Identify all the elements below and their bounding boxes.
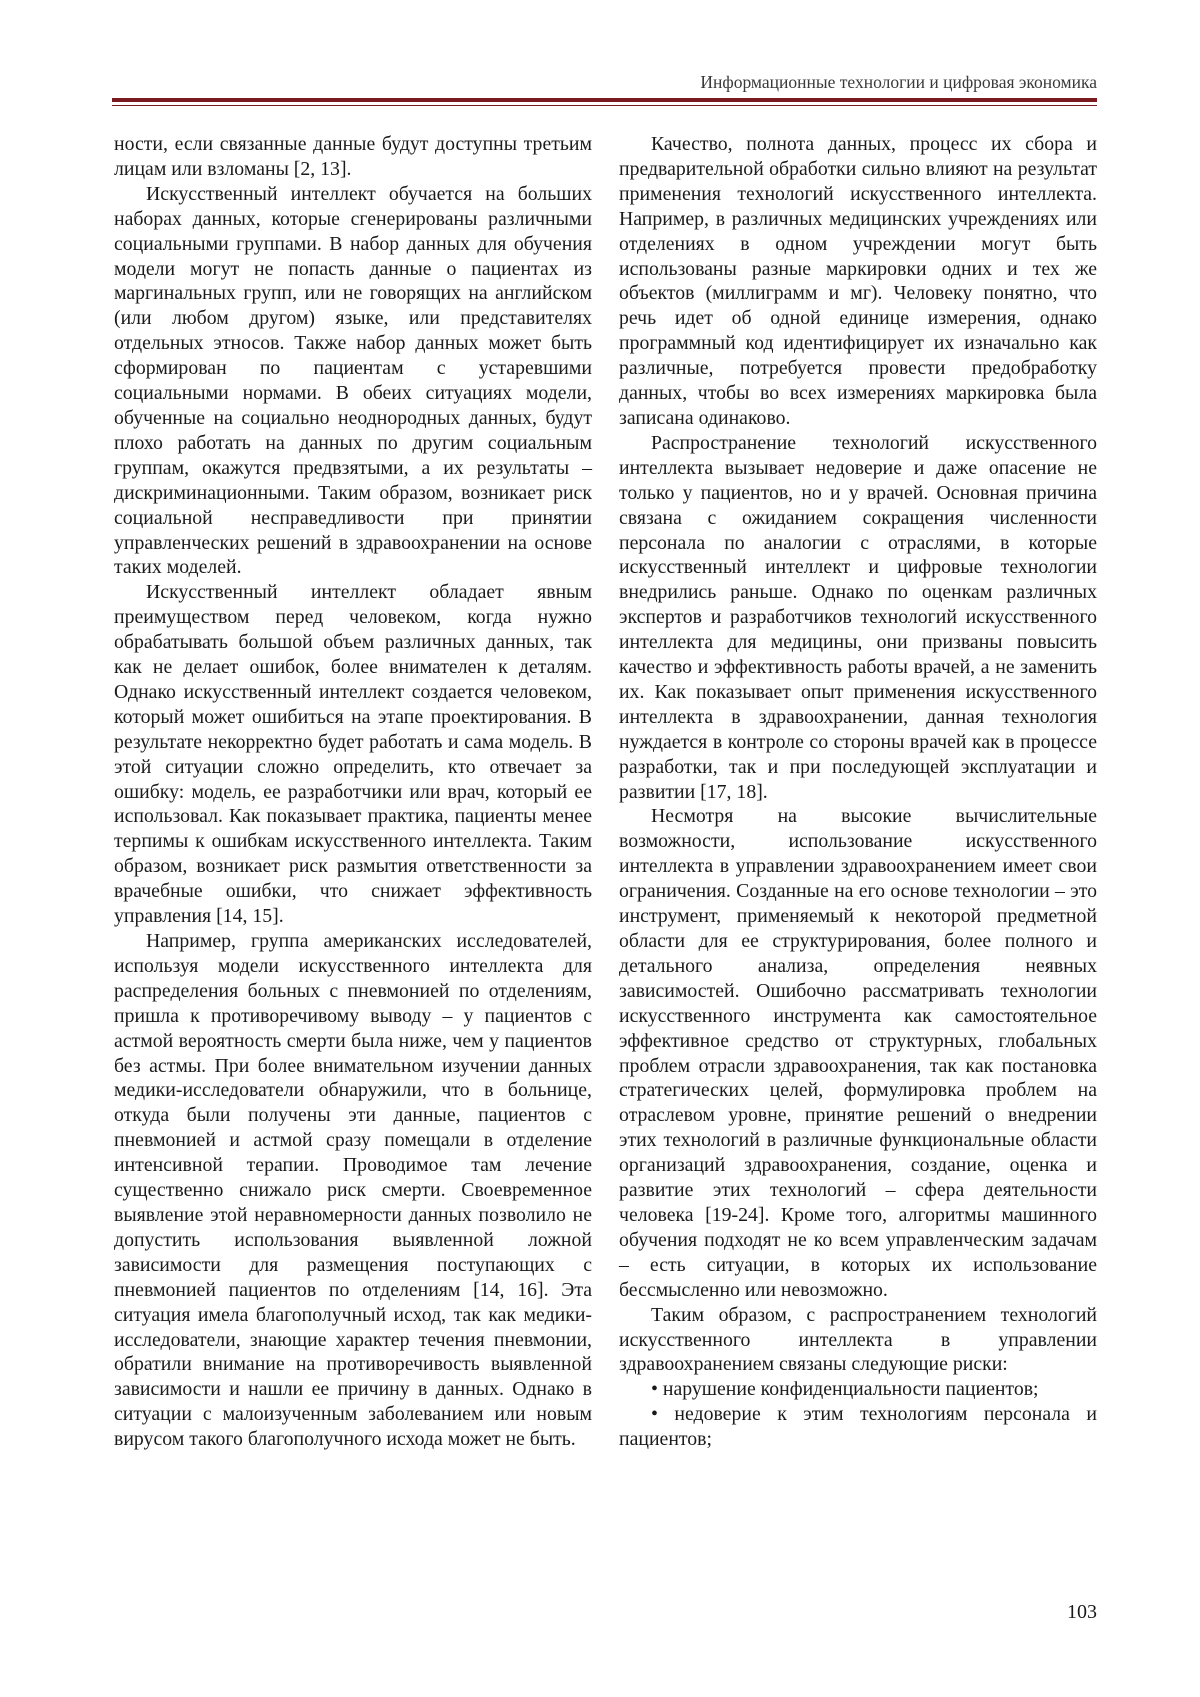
list-item: • нарушение конфиденциальности пациентов; xyxy=(651,1378,1039,1401)
list-item: • недоверие к этим технологиям персонала и пациентов; xyxy=(619,1403,1097,1451)
header-rule-thin xyxy=(112,105,1097,106)
paragraph: Распространение технологий искусственного интеллекта вызывает недоверие и даже опасение не только у пациентов, но и у врачей. Основная причина связана с ожиданием сокращения численности персонала по аналогии с отраслями, в которые искусственный интеллект и цифровые технологии внедрились раньше. Однако по оценкам различных экспертов и разработчиков технологий искусственного интеллекта для медицины, они призваны повысить качество и эффективность работы врачей, а не заменить их. Как показывает опыт применения искусственного интеллекта в здравоохранении, данная технология нуждается в контроле со стороны врачей как в процессе разработки, так и при последующей эксплуатации и развитии [17, 18]. xyxy=(619,431,1097,803)
right-column xyxy=(619,132,1097,1452)
page-number: 103 xyxy=(1067,1601,1097,1623)
paragraph: Качество, полнота данных, процесс их сбора и предварительной обработки сильно влияют на результат применения технологий искусственного интеллекта. Например, в различных медицинских учреждениях или отделениях в одном учреждении могут быть использованы разные маркировки одних и тех же объектов (миллиграмм и мг). Человеку понятно, что речь идет об одной единице измерения, однако программный код идентифицирует их изначально как различные, потребуется провести предобработку данных, чтобы во всех измерениях маркировка была записана одинаково. xyxy=(619,133,1097,429)
paragraph: Несмотря на высокие вычислительные возможности, использование искусственного интеллекта в управлении здравоохранением имеет свои ограничения. Созданные на его основе технологии – это инструмент, применяемый к некоторой предметной области для ее структурирования, более полного и детального анализа, определения неявных зависимостей. Ошибочно рассматривать технологии искусственного инструмента как самостоятельное эффективное средство от структурных, глобальных проблем отрасли здравоохранения, так как постановка стратегических целей, формулировка проблем на отраслевом уровне, принятие решений о внедрении этих технологий в различные функциональные области организаций здравоохранения, создание, оценка и развитие этих технологий – сфера деятельности человека [19-24]. Кроме того, алгоритмы машинного обучения подходят не ко всем управленческим задачам – есть ситуации, в которых их использование бессмысленно или невозможно. xyxy=(619,805,1097,1301)
paragraph: Таким образом, с распространением технологий искусственного интеллекта в управлении здравоохранением связаны следующие риски: xyxy=(619,1303,1097,1376)
header-rule-thick xyxy=(112,98,1097,102)
paragraph: Искусственный интеллект обладает явным преимуществом перед человеком, когда нужно обрабатывать большой объем различных данных, так как не делает ошибок, более внимателен к деталям. Однако искусственный интеллект создается человеком, который может ошибиться на этапе проектирования. В результате некорректно будет работать и сама модель. В этой ситуации сложно определить, кто отвечает за ошибку: модель, ее разработчики или врач, который ее использовал. Как показывает практика, пациенты менее терпимы к ошибкам искусственного интеллекта. Таким образом, возникает риск размытия ответственности за врачебные ошибки, что снижает эффективность управления [14, 15]. xyxy=(114,581,592,928)
running-header: Информационные технологии и цифровая экономика xyxy=(700,72,1097,92)
paragraph: Например, группа американских исследователей, используя модели искусственного интеллекта для распределения больных с пневмонией по отделениям, пришла к противоречивому выводу – у пациентов с астмой вероятность смерти была ниже, чем у пациентов без астмы. При более внимательном изучении данных медики-исследователи обнаружили, что в больнице, откуда были получены эти данные, пациентов с пневмонией и астмой сразу помещали в отделение интенсивной терапии. Проводимое там лечение существенно снижало риск смерти. Своевременное выявление этой неравномерности данных позволило не допустить использования выявленной ложной зависимости для размещения поступающих с пневмонией пациентов по отделениям [14, 16]. Эта ситуация имела благополучный исход, так как медики-исследователи, знающие характер течения пневмонии, обратили внимание на противоречивость выявленной зависимости и нашли ее причину в данных. Однако в ситуации с малоизученным заболеванием или новым вирусом такого благополучного исхода может не быть. xyxy=(114,930,592,1451)
paragraph: ности, если связанные данные будут доступны третьим лицам или взломаны [2, 13]. xyxy=(114,133,592,180)
paragraph: Искусственный интеллект обучается на больших наборах данных, которые сгенерированы различными социальными группами. В набор данных для обучения модели могут не попасть данные о пациентах из маргинальных групп, или не говорящих на английском (или любом другом) языке, или представителях отдельных этносов. Также набор данных может быть сформирован по пациентам с устаревшими социальными нормами. В обеих ситуациях модели, обученные на социально неоднородных данных, будут плохо работать на данных по другим социальным группам, окажутся предвзятыми, а их результаты – дискриминационными. Таким образом, возникает риск социальной несправедливости при принятии управленческих решений в здравоохранении на основе таких моделей. xyxy=(114,182,592,579)
left-column xyxy=(114,132,592,1452)
